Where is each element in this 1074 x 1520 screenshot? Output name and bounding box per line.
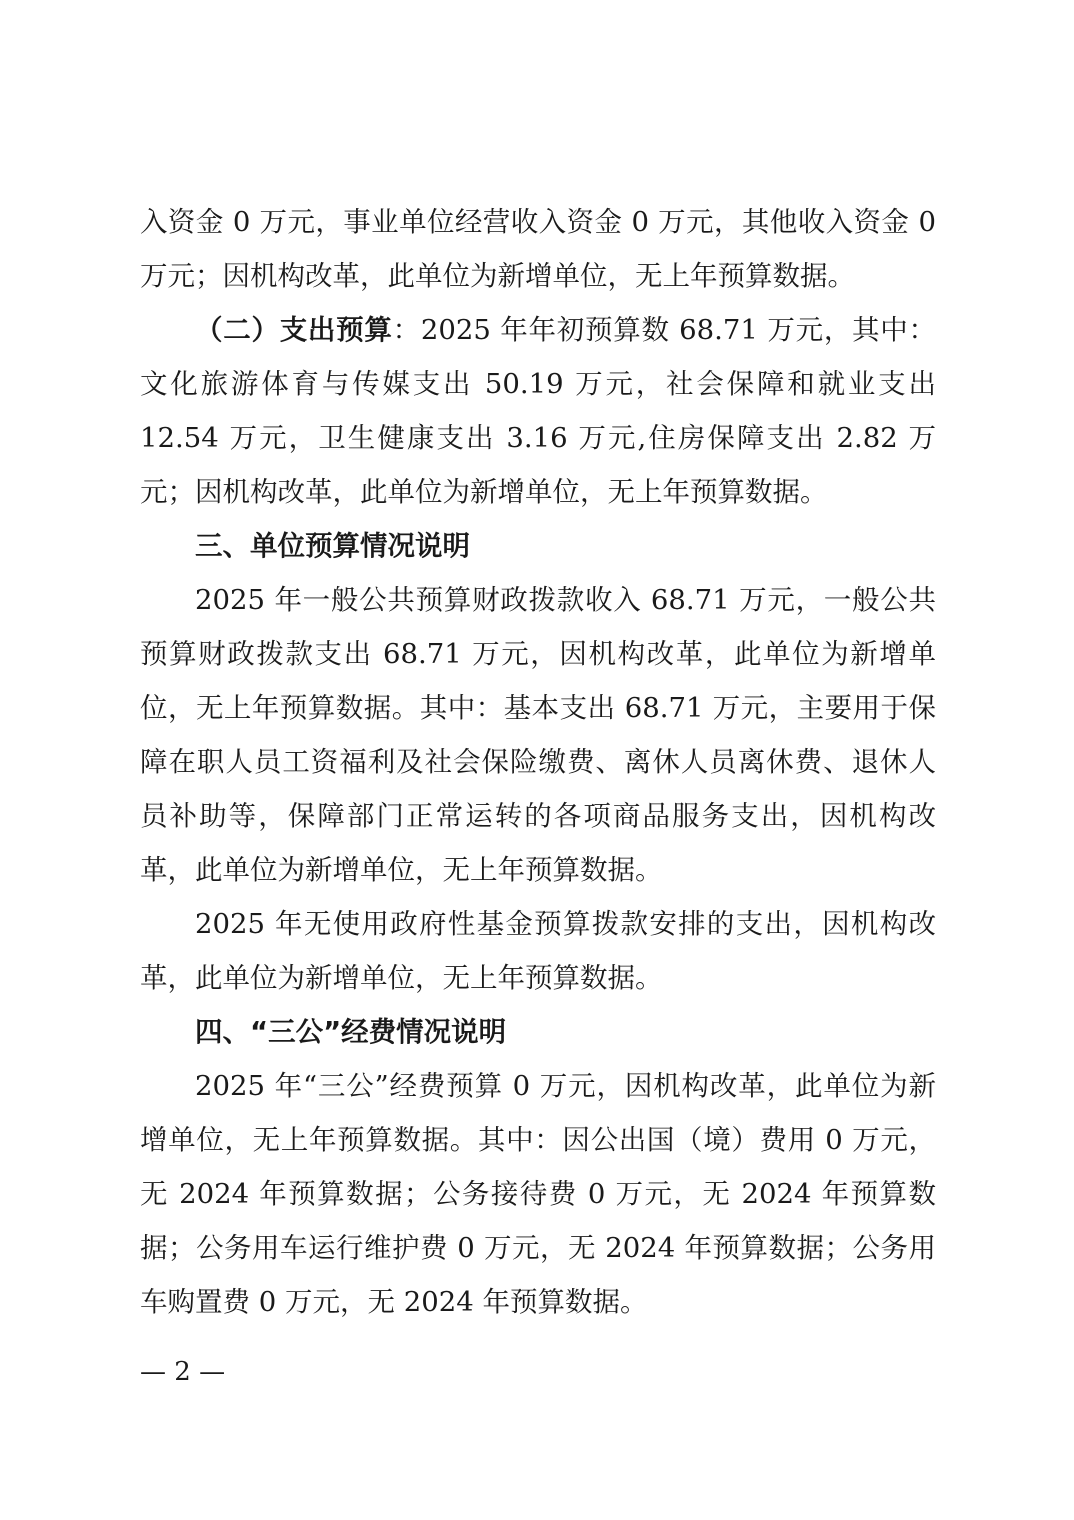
paragraph-expenditure-budget (140, 303, 936, 519)
section-heading-unit-budget: 三、单位预算情况说明 (195, 530, 470, 562)
paragraph-income-continued: 入资金 0 万元，事业单位经营收入资金 0 万元，其他收入资金 0 万元；因机构改革，此单位为新增单位，无上年预算数据。 (140, 206, 936, 292)
document-body (140, 195, 936, 1329)
paragraph-general-public-budget: 2025 年一般公共预算财政拨款收入 68.71 万元，一般公共预算财政拨款支出 68.71 万元，因机构改革，此单位为新增单位，无上年预算数据。其中：基本支出 68.71 万元，主要用于保障在职人员工资福利及社会保险缴费、离休人员离休费、退休人员补助等，保障部门正常运转的各项商品服务支出，因机构改革，此单位为新增单位，无上年预算数据。 (140, 584, 936, 886)
expenditure-budget-text: ：2025 年年初预算数 68.71 万元，其中：文化旅游体育与传媒支出 50.19 万元，社会保障和就业支出 12.54 万元，卫生健康支出 3.16 万元,住房保障支出 2.82 万元；因机构改革，此单位为新增单位，无上年预算数据。 (140, 314, 937, 508)
paragraph-three-public-expenses: 2025 年“三公”经费预算 0 万元，因机构改革，此单位为新增单位，无上年预算数据。其中：因公出国（境）费用 0 万元，无 2024 年预算数据；公务接待费 0 万元，无 2024 年预算数据；公务用车运行维护费 0 万元，无 2024 年预算数据；公务用车购置费 0 万元，无 2024 年预算数据。 (140, 1070, 936, 1318)
expenditure-budget-label: （二）支出预算 (195, 314, 393, 346)
page-number: — 2 — (140, 1357, 226, 1387)
paragraph-government-fund-budget: 2025 年无使用政府性基金预算拨款安排的支出，因机构改革，此单位为新增单位，无上年预算数据。 (140, 908, 936, 994)
section-heading-three-public-expenses: 四、“三公”经费情况说明 (195, 1016, 507, 1048)
